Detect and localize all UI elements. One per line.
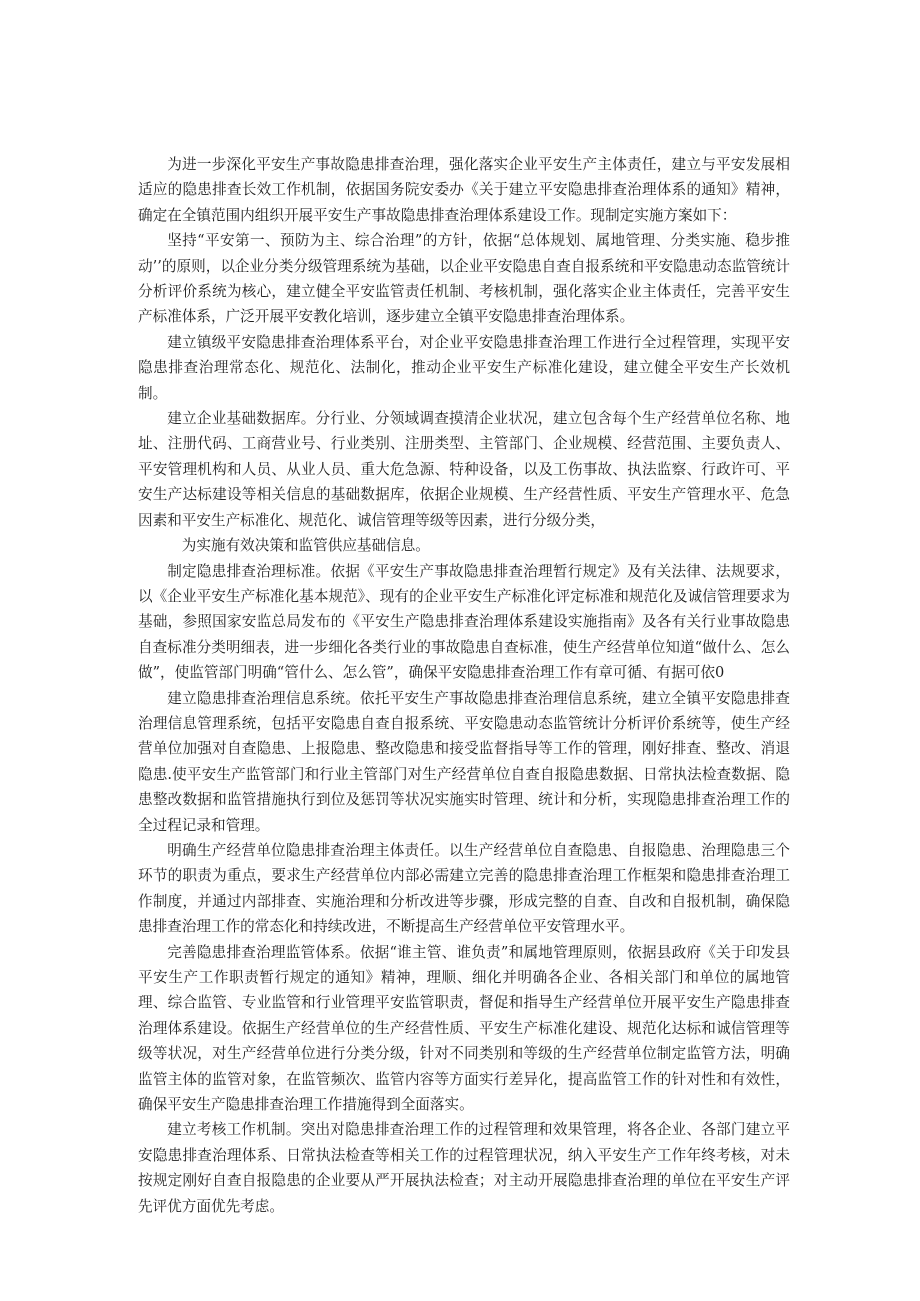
paragraph-database: 建立企业基础数据库。分行业、分领域调查摸清企业状况，建立包含每个生产经营单位名称、地址、注册代码、工商营业号、行业类别、注册类型、主管部门、企业规模、经营范围、主要负责人、平安管理机构和人员、从业人员、重大危急源、特种设备，以及工伤事故、执法监察、行政许可、平安生产达标建设等相关信息的基础数据库，依据企业规模、生产经营性质、平安生产管理水平、危急因素和平安生产标准化、规范化、诚信管理等级等因素，进行分级分类， xyxy=(138,410,790,529)
paragraph-standards: 制定隐患排查治理标准。依据《平安生产事故隐患排查治理暂行规定》及有关法律、法规要求，以《企业平安生产标准化基本规范》、现有的企业平安生产标准化评定标准和规范化及诚信管理要求为基础，参照国家安监总局发布的《平安生产隐患排查治理体系建设实施指南》及各有关行业事故隐患自查标准分类明细表，进一步细化各类行业的事故隐患自查标准，使生产经营单位知道“做什么、怎么做”，使监管部门明确“管什么、怎么管”，确保平安隐患排查治理工作有章可循、有据可依0 xyxy=(138,562,790,682)
paragraph-supervision: 完善隐患排查治理监管体系。依据“谁主管、谁负责”和属地管理原则，依据县政府《关于印发县平安生产工作职责暂行规定的通知》精神，理顺、细化并明确各企业、各相关部门和单位的属地管理、综合监管、专业监管和行业管理平安监管职责，督促和指导生产经营单位开展平安生产隐患排查治理体系建设。依据生产经营单位的生产经营性质、平安生产标准化建设、规范化达标和诚信管理等级等状况，对生产经营单位进行分类分级，针对不同类别和等级的生产经营单位制定监管方法，明确监管主体的监管对象，在监管频次、监管内容等方面实行差异化，提高监管工作的针对性和有效性，确保平安生产隐患排查治理工作措施得到全面落实。 xyxy=(138,943,790,1114)
paragraph-assessment: 建立考核工作机制。突出对隐患排查治理工作的过程管理和效果管理，将各企业、各部门建立平安隐患排查治理体系、日常执法检查等相关工作的过程管理状况，纳入平安生产工作年终考核，对未按规定刚好自查自报隐患的企业要从严开展执法检查；对主动开展隐患排查治理的单位在平安生产评先评优方面优先考虑。 xyxy=(138,1121,790,1215)
paragraph-intro: 为进一步深化平安生产事故隐患排查治理，强化落实企业平安生产主体责任，建立与平安发展相适应的隐患排查长效工作机制，依据国务院安委办《关于建立平安隐患排查治理体系的通知》精神，确定在全镇范围内组织开展平安生产事故隐患排查治理体系建设工作。现制定实施方案如下： xyxy=(138,156,790,224)
paragraph-guiding-principle: 坚持“平安第一、预防为主、综合治理”的方针，依据“总体规划、属地管理、分类实施、稳步推动’’的原则，以企业分类分级管理系统为基础，以企业平安隐患自查自报系统和平安隐患动态监管统计分析评价系统为核心，建立健全平安监管责任机制、考核机制，强化落实企业主体责任，完善平安生产标准体系，广泛开展平安教化培训，逐步建立全镇平安隐患排查治理体系。 xyxy=(138,232,790,326)
paragraph-responsibility: 明确生产经营单位隐患排查治理主体责任。以生产经营单位自查隐患、自报隐患、治理隐患三个环节的职责为重点，要求生产经营单位内部必需建立完善的隐患排查治理工作框架和隐患排查治理工作制度，并通过内部排查、实施治理和分析改进等步骤，形成完整的自查、自改和自报机制，确保隐患排查治理工作的常态化和持续改进，不断提高生产经营单位平安管理水平。 xyxy=(138,841,790,936)
paragraph-info-system: 建立隐患排查治理信息系统。依托平安生产事故隐患排查治理信息系统，建立全镇平安隐患排查治理信息管理系统，包括平安隐患自查自报系统、平安隐患动态监管统计分析评价系统等，使生产经营单位加强对自查隐患、上报隐患、整改隐患和接受监督指导等工作的管理，刚好排查、整改、消退隐患.使平安生产监管部门和行业主管部门对生产经营单位自查自报隐患数据、日常执法检查数据、隐患整改数据和监管措施执行到位及惩罚等状况实施实时管理、统计和分析，实现隐患排查治理工作的全过程记录和管理。 xyxy=(138,689,790,834)
document-body xyxy=(138,152,790,1219)
paragraph-platform: 建立镇级平安隐患排查治理体系平台，对企业平安隐患排查治理工作进行全过程管理，实现平安隐患排查治理常态化、规范化、法制化，推动企业平安生产标准化建设，建立健全平安生产长效机制。 xyxy=(138,333,790,402)
paragraph-database-cont: 为实施有效决策和监管供应基础信息。 xyxy=(181,537,430,555)
